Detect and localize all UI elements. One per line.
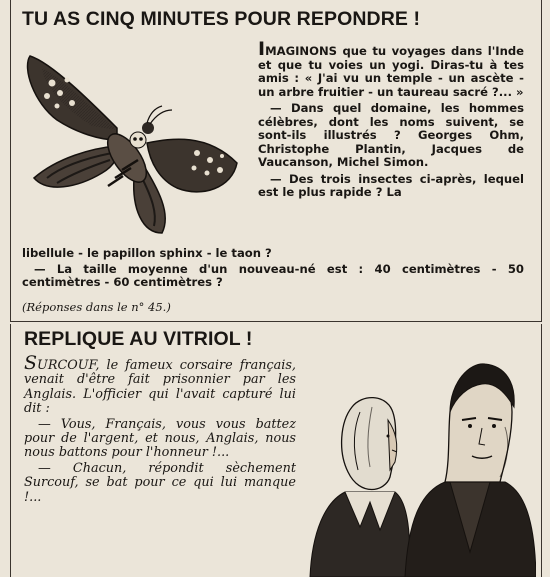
quiz-question-4: — La taille moyenne d'un nouveau-né est : 40 centimètres - 50 centimètres - 60 centimètres ? [22, 261, 524, 289]
quiz-question-3-start: — Des trois insectes ci-après, lequel est le plus rapide ? La [258, 171, 524, 199]
quiz-headline: TU AS CINQ MINUTES POUR REPONDRE ! [22, 8, 421, 30]
quiz-question-3-end: libellule - le papillon sphinx - le taon ? [22, 246, 272, 260]
story-paragraph-3: — Chacun, répondit sèchement Surcouf, se bat pour ce qui lui manque !... [24, 460, 296, 505]
story-dropcap: S [24, 352, 38, 374]
answers-reference: (Réponses dans le n° 45.) [22, 300, 171, 314]
surcouf-and-officer-illustration [300, 352, 536, 577]
quiz-question-1: IMAGINONS que tu voyages dans l'Inde et que tu voies un yogi. Diras-tu à tes amis : « J'ai vu un temple - un ascète - un arbre fruitier - un taureau sacré ?... » [258, 38, 524, 99]
story-text [24, 352, 296, 506]
quiz-questions-wide [22, 247, 524, 292]
story-paragraph-1: SURCOUF, le fameux corsaire français, venait d'être fait prisonnier par les Anglais. L'officier qui l'avait capturé lui dit : [24, 352, 296, 417]
story-paragraph-2: — Vous, Français, vous vous battez pour de l'argent, et nous, Anglais, nous nous battons pour l'honneur !... [24, 416, 296, 461]
story-headline: REPLIQUE AU VITRIOL ! [24, 328, 253, 350]
quiz-question-2: — Dans quel domaine, les hommes célèbres, dont les noms suivent, se sont-ils illustrés ? Georges Ohm, Christophe Plantin, Jacques de Vaucanson, Michel Simon. [258, 101, 524, 169]
quiz-questions-column [258, 38, 524, 203]
quiz-dropcap: I [258, 38, 266, 60]
sphinx-moth-illustration [22, 48, 246, 248]
